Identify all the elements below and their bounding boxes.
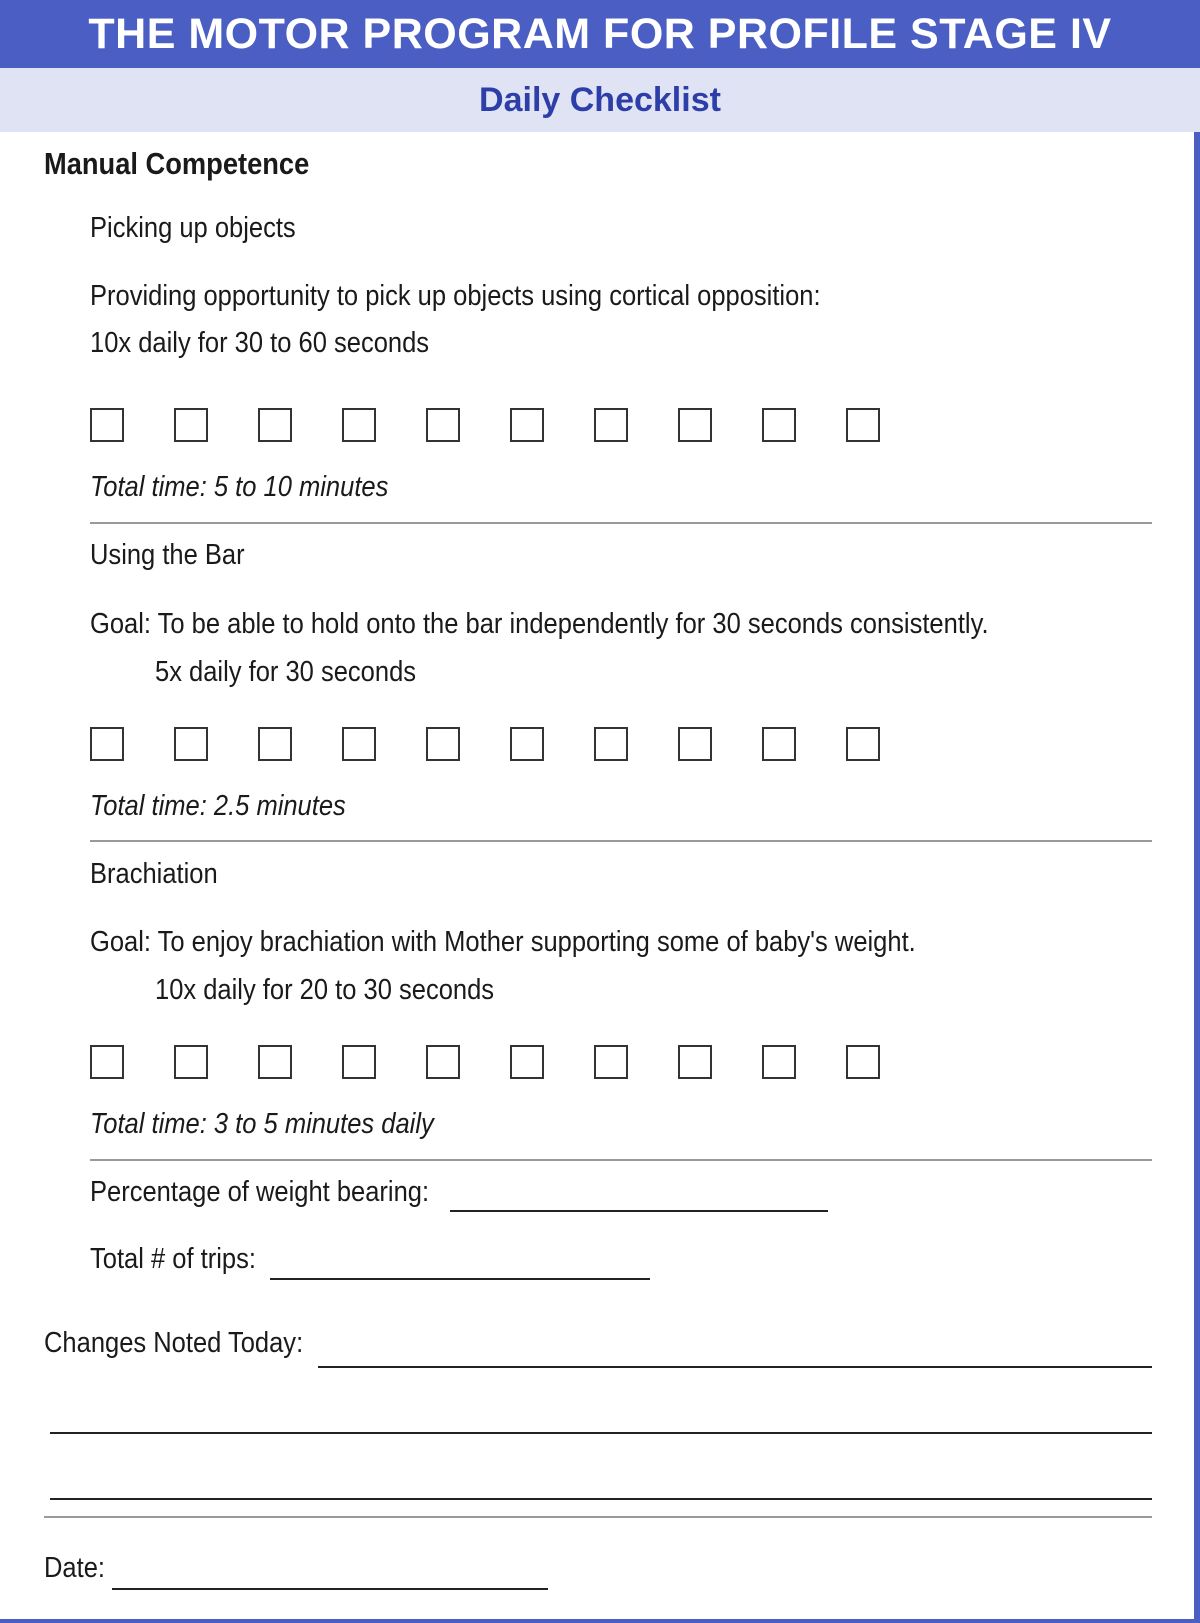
checkbox[interactable] [846, 727, 880, 761]
section-divider [90, 1159, 1152, 1161]
changes-noted-field-line-3[interactable] [50, 1498, 1152, 1500]
activity-name-using-the-bar: Using the Bar [90, 539, 245, 571]
activity-frequency: 5x daily for 30 seconds [155, 656, 417, 688]
activity-goal: Goal: To enjoy brachiation with Mother supporting some of baby's weight. [90, 926, 916, 958]
checkbox[interactable] [258, 408, 292, 442]
checkbox[interactable] [258, 1045, 292, 1079]
checkbox[interactable] [90, 1045, 124, 1079]
activity-name-picking-up-objects: Picking up objects [90, 212, 296, 244]
checkbox[interactable] [426, 1045, 460, 1079]
activity-goal: Goal: To be able to hold onto the bar independently for 30 seconds consistently. [90, 608, 989, 640]
checkbox[interactable] [510, 727, 544, 761]
checkbox[interactable] [594, 408, 628, 442]
checkbox[interactable] [342, 1045, 376, 1079]
checkbox[interactable] [594, 1045, 628, 1079]
total-time: Total time: 2.5 minutes [90, 790, 346, 822]
total-time: Total time: 3 to 5 minutes daily [90, 1108, 434, 1140]
activity-frequency: 10x daily for 30 to 60 seconds [90, 327, 430, 359]
checkbox[interactable] [846, 408, 880, 442]
checkbox[interactable] [846, 1045, 880, 1079]
checkbox[interactable] [678, 727, 712, 761]
checkbox-row-brachiation [90, 1045, 880, 1079]
checkbox-row-using-the-bar [90, 727, 880, 761]
checkbox[interactable] [594, 727, 628, 761]
checkbox[interactable] [678, 408, 712, 442]
page-title: THE MOTOR PROGRAM FOR PROFILE STAGE IV [88, 9, 1112, 58]
activity-frequency: 10x daily for 20 to 30 seconds [155, 974, 495, 1006]
section-divider [90, 522, 1152, 524]
changes-noted-label: Changes Noted Today: [44, 1327, 304, 1359]
checkbox[interactable] [342, 408, 376, 442]
checkbox[interactable] [174, 727, 208, 761]
checkbox[interactable] [762, 727, 796, 761]
changes-noted-field-line-1[interactable] [318, 1366, 1152, 1368]
section-heading: Manual Competence [44, 146, 310, 181]
checkbox[interactable] [90, 408, 124, 442]
checkbox[interactable] [174, 1045, 208, 1079]
checkbox[interactable] [510, 1045, 544, 1079]
weight-bearing-label: Percentage of weight bearing: [90, 1176, 430, 1208]
section-divider [90, 840, 1152, 842]
checkbox[interactable] [258, 727, 292, 761]
total-time: Total time: 5 to 10 minutes [90, 471, 389, 503]
right-border [1194, 132, 1200, 1623]
checkbox[interactable] [426, 727, 460, 761]
changes-noted-field-line-2[interactable] [50, 1432, 1152, 1434]
checkbox-row-picking-up-objects [90, 408, 880, 442]
checkbox[interactable] [174, 408, 208, 442]
total-trips-label: Total # of trips: [90, 1243, 256, 1275]
checkbox[interactable] [762, 408, 796, 442]
checkbox[interactable] [510, 408, 544, 442]
checkbox[interactable] [426, 408, 460, 442]
section-divider [44, 1516, 1152, 1518]
activity-description: Providing opportunity to pick up objects using cortical opposition: [90, 280, 821, 312]
total-trips-field[interactable] [270, 1278, 650, 1280]
date-field[interactable] [112, 1588, 548, 1590]
date-label: Date: [44, 1552, 106, 1584]
page-subtitle: Daily Checklist [479, 80, 721, 119]
checkbox[interactable] [90, 727, 124, 761]
header-bar [0, 0, 1200, 68]
activity-name-brachiation: Brachiation [90, 858, 218, 890]
subheader-bar [0, 68, 1200, 132]
weight-bearing-field[interactable] [450, 1210, 828, 1212]
bottom-border [0, 1619, 1200, 1623]
checkbox[interactable] [762, 1045, 796, 1079]
checkbox[interactable] [342, 727, 376, 761]
checkbox[interactable] [678, 1045, 712, 1079]
